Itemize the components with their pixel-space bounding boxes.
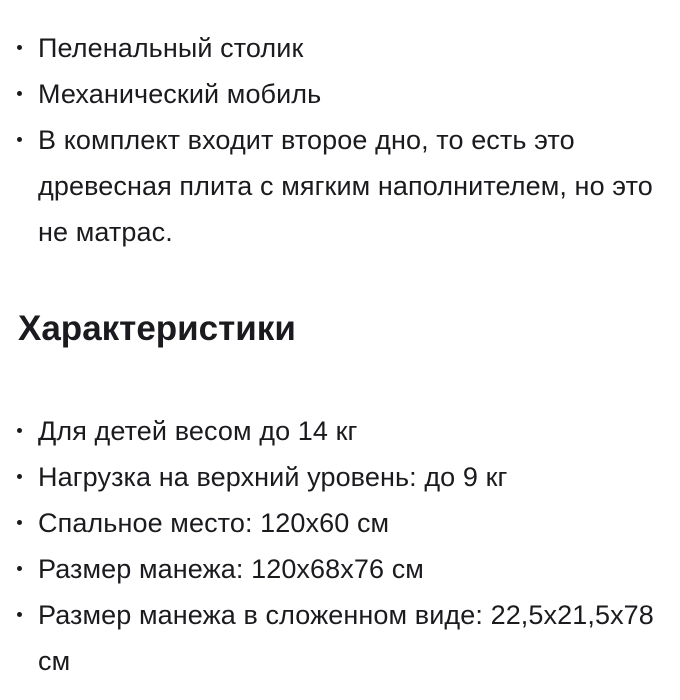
- list-item-text: Для детей весом до 14 кг: [38, 416, 358, 446]
- list-item-text: В комплект входит второе дно, то есть это древесная плита с мягким наполнителем, но это не матрас.: [38, 125, 653, 247]
- list-item-text: Размер манежа: 120x68x76 см: [38, 554, 424, 584]
- list-item: [0, 408, 660, 454]
- bullet-dot-icon: [17, 428, 22, 433]
- section-heading: Характеристики: [18, 309, 296, 348]
- list-item: [0, 117, 660, 255]
- bullet-dot-icon: [17, 566, 22, 571]
- list-item: [0, 25, 660, 71]
- list-item: [0, 71, 660, 117]
- list-item: [0, 500, 660, 546]
- list-item: [0, 454, 660, 500]
- list-item-text: Нагрузка на верхний уровень: до 9 кг: [38, 462, 508, 492]
- features-list: [0, 25, 660, 255]
- bullet-dot-icon: [17, 45, 22, 50]
- bullet-dot-icon: [17, 612, 22, 617]
- list-item-text: Механический мобиль: [38, 79, 322, 109]
- bullet-dot-icon: [17, 474, 22, 479]
- bullet-dot-icon: [17, 520, 22, 525]
- bullet-dot-icon: [17, 137, 22, 142]
- specs-list: [0, 408, 660, 684]
- list-item: [0, 546, 660, 592]
- list-item-text: Пеленальный столик: [38, 33, 304, 63]
- list-item: [0, 592, 660, 684]
- bullet-dot-icon: [17, 91, 22, 96]
- list-item-text: Размер манежа в сложенном виде: 22,5x21,5x78 см: [38, 600, 654, 676]
- list-item-text: Спальное место: 120x60 см: [38, 508, 390, 538]
